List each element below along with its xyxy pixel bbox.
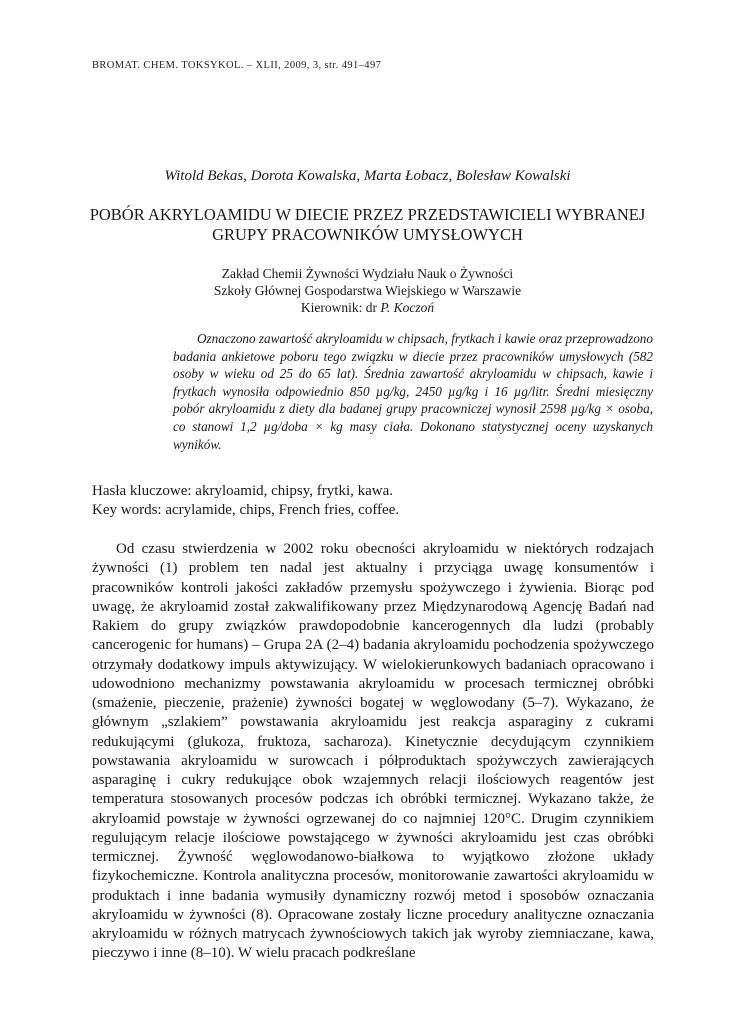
body-paragraph: Od czasu stwierdzenia w 2002 roku obecności akryloamidu w niektórych rodzajach żywności (1) problem ten nadal jest aktualny i przyciąga uwagę konsumentów i pracowników kontroli jakości zakładów przemysłu spożywczego i żywienia. Biorąc pod uwagę, że akryloamid został zakwalifikowany przez Międzynarodową Agencję Badań nad Rakiem do grupy związków prawdopodobnie kancerogennych dla ludzi (probably cancerogenic for humans) – Grupa 2A (2–4) badania akryloamidu pochodzenia spożywczego otrzymały dodatkowy impuls aktywizujący. W wielokierunkowych badaniach opracowano i udowodniono mechanizmy powstawania akryloamidu w procesach termicznej obróbki (smażenie, pieczenie, prażenie) żywności bogatej w węglowodany (5–7). Wykazano, że głównym „szlakiem” powstawania akryloamidu jest reakcja asparaginy z cukrami redukującymi (glukoza, fruktoza, sacharoza). Kinetycznie decydującym czynnikiem powstawania akryloamidu w surowcach i półproduktach spożywczych zawierających asparaginę i cukry redukujące obok wzajemnych relacji ilościowych reagentów jest temperatura stosowanych procesów podczas ich obróbki termicznej. Wykazano także, że akryloamid powstaje w żywności ogrzewanej do co najmniej 120°C. Drugim czynnikiem regulującym relacje ilościowe powstającego w żywności akryloamidu jest czas obróbki termicznej. Żywność węglowodanowo-białkowa to wyjątkowo złożone układy fizykochemiczne. Kontrola analityczna procesów, monitorowanie zawartości akryloamidu w produktach i inne badania wymusiły dynamiczny rozwój metod i sposobów oznaczania akryloamidu w żywności (8). Opracowane zostały liczne procedury analityczne oznaczania akryloamidu w różnych matrycach żywnościowych takich jak wyroby ziemniaczane, kawa, pieczywo i inne (8–10). W wielu pracach podkreślane [92, 541, 654, 962]
affiliation-head [0, 299, 735, 316]
keywords-en: Key words: acrylamide, chips, French fries, coffee. [92, 502, 400, 518]
abstract: Oznaczono zawartość akryloamidu w chipsach, frytkach i kawie oraz przeprowadzono badania ankietowe poboru tego związku w diecie przez pracowników umysłowych (582 osoby w wieku od 25 do 65 lat). Średnia zawartość akryloamidu w chipsach, kawie i frytkach wynosiła odpowiednio 850 µg/kg, 2450 µg/kg i 16 µg/litr. Średni miesięczny pobór akryloamidu z diety dla badanej grupy pracowniczej wynosił 2598 µg/kg × osoba, co stanowi 1,2 µg/doba × kg masy ciała. Dokonano statystycznej oceny uzyskanych wyników. [173, 331, 653, 452]
affiliation-line-1: Zakład Chemii Żywności Wydziału Nauk o Żywności [221, 266, 514, 281]
article-title: POBÓR AKRYLOAMIDU W DIECIE PRZEZ PRZEDSTAWICIELI WYBRANEJ GRUPY PRACOWNIKÓW UMYSŁOWYCH [89, 205, 646, 244]
affiliation [0, 265, 735, 316]
authors: Witold Bekas, Dorota Kowalska, Marta Łobacz, Bolesław Kowalski [164, 168, 571, 184]
keywords-pl: Hasła kluczowe: akryloamid, chipsy, frytki, kawa. [92, 483, 394, 499]
keywords [92, 482, 399, 520]
head-label: Kierownik: dr [300, 300, 381, 315]
head-name: P. Koczoń [380, 300, 435, 315]
affiliation-line-2: Szkoły Głównej Gospodarstwa Wiejskiego w Warszawie [213, 283, 522, 298]
running-head: BROMAT. CHEM. TOKSYKOL. – XLII, 2009, 3, str. 491–497 [92, 60, 382, 71]
